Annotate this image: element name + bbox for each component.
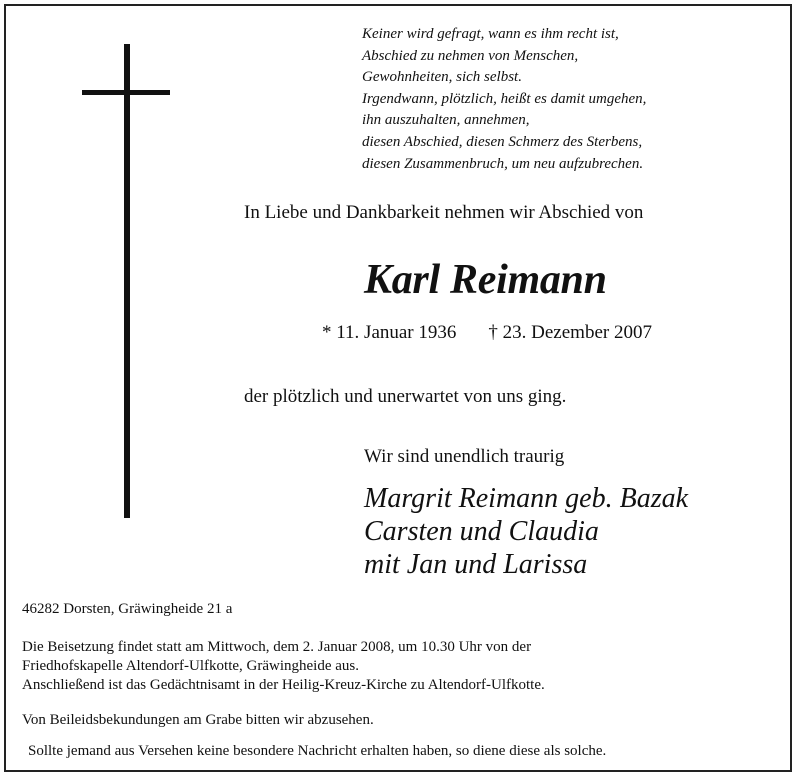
poem-line: diesen Zusammenbruch, um neu aufzubrechen. xyxy=(362,155,644,172)
poem-line: diesen Abschied, diesen Schmerz des Sterbens, xyxy=(362,133,643,150)
poem-line: Abschied zu nehmen von Menschen, xyxy=(362,47,579,64)
life-dates xyxy=(322,322,652,344)
intro-text: In Liebe und Dankbarkeit nehmen wir Abschied von xyxy=(244,202,644,223)
mourners xyxy=(364,482,688,581)
obituary-frame xyxy=(4,4,792,772)
mourner-line: mit Jan und Larissa xyxy=(364,549,588,580)
poem-line: Irgendwann, plötzlich, heißt es damit umgehen, xyxy=(362,90,647,107)
poem-line: ihn auszuhalten, annehmen, xyxy=(362,112,530,129)
notification-note: Sollte jemand aus Versehen keine besondere Nachricht erhalten haben, so diene diese als solche. xyxy=(28,743,607,759)
birth-date: * 11. Januar 1936 xyxy=(322,322,457,343)
deceased-name: Karl Reimann xyxy=(364,257,607,303)
funeral-line: Friedhofskapelle Altendorf-Ulfkotte, Gräwingheide aus. xyxy=(22,658,359,674)
funeral-info xyxy=(22,638,545,695)
poem-line: Keiner wird gefragt, wann es ihm recht ist, xyxy=(362,26,619,42)
cross-icon-bar xyxy=(82,90,170,95)
poem xyxy=(362,24,646,175)
mourner-line: Carsten und Claudia xyxy=(364,516,599,547)
death-date: † 23. Dezember 2007 xyxy=(488,322,652,343)
passing-text: der plötzlich und unerwartet von uns ging. xyxy=(244,386,567,407)
mourner-line: Margrit Reimann geb. Bazak xyxy=(364,483,689,514)
condolence-note: Von Beileidsbekundungen am Grabe bitten wir abzusehen. xyxy=(22,712,374,728)
poem-line: Gewohnheiten, sich selbst. xyxy=(362,69,522,86)
family-address: 46282 Dorsten, Gräwingheide 21 a xyxy=(22,601,233,617)
funeral-line: Die Beisetzung findet statt am Mittwoch, dem 2. Januar 2008, um 10.30 Uhr von der xyxy=(22,639,532,655)
grief-text: Wir sind unendlich traurig xyxy=(364,446,565,467)
cross-icon xyxy=(124,44,130,518)
funeral-line: Anschließend ist das Gedächtnisamt in der Heilig-Kreuz-Kirche zu Altendorf-Ulfkotte. xyxy=(22,677,545,693)
